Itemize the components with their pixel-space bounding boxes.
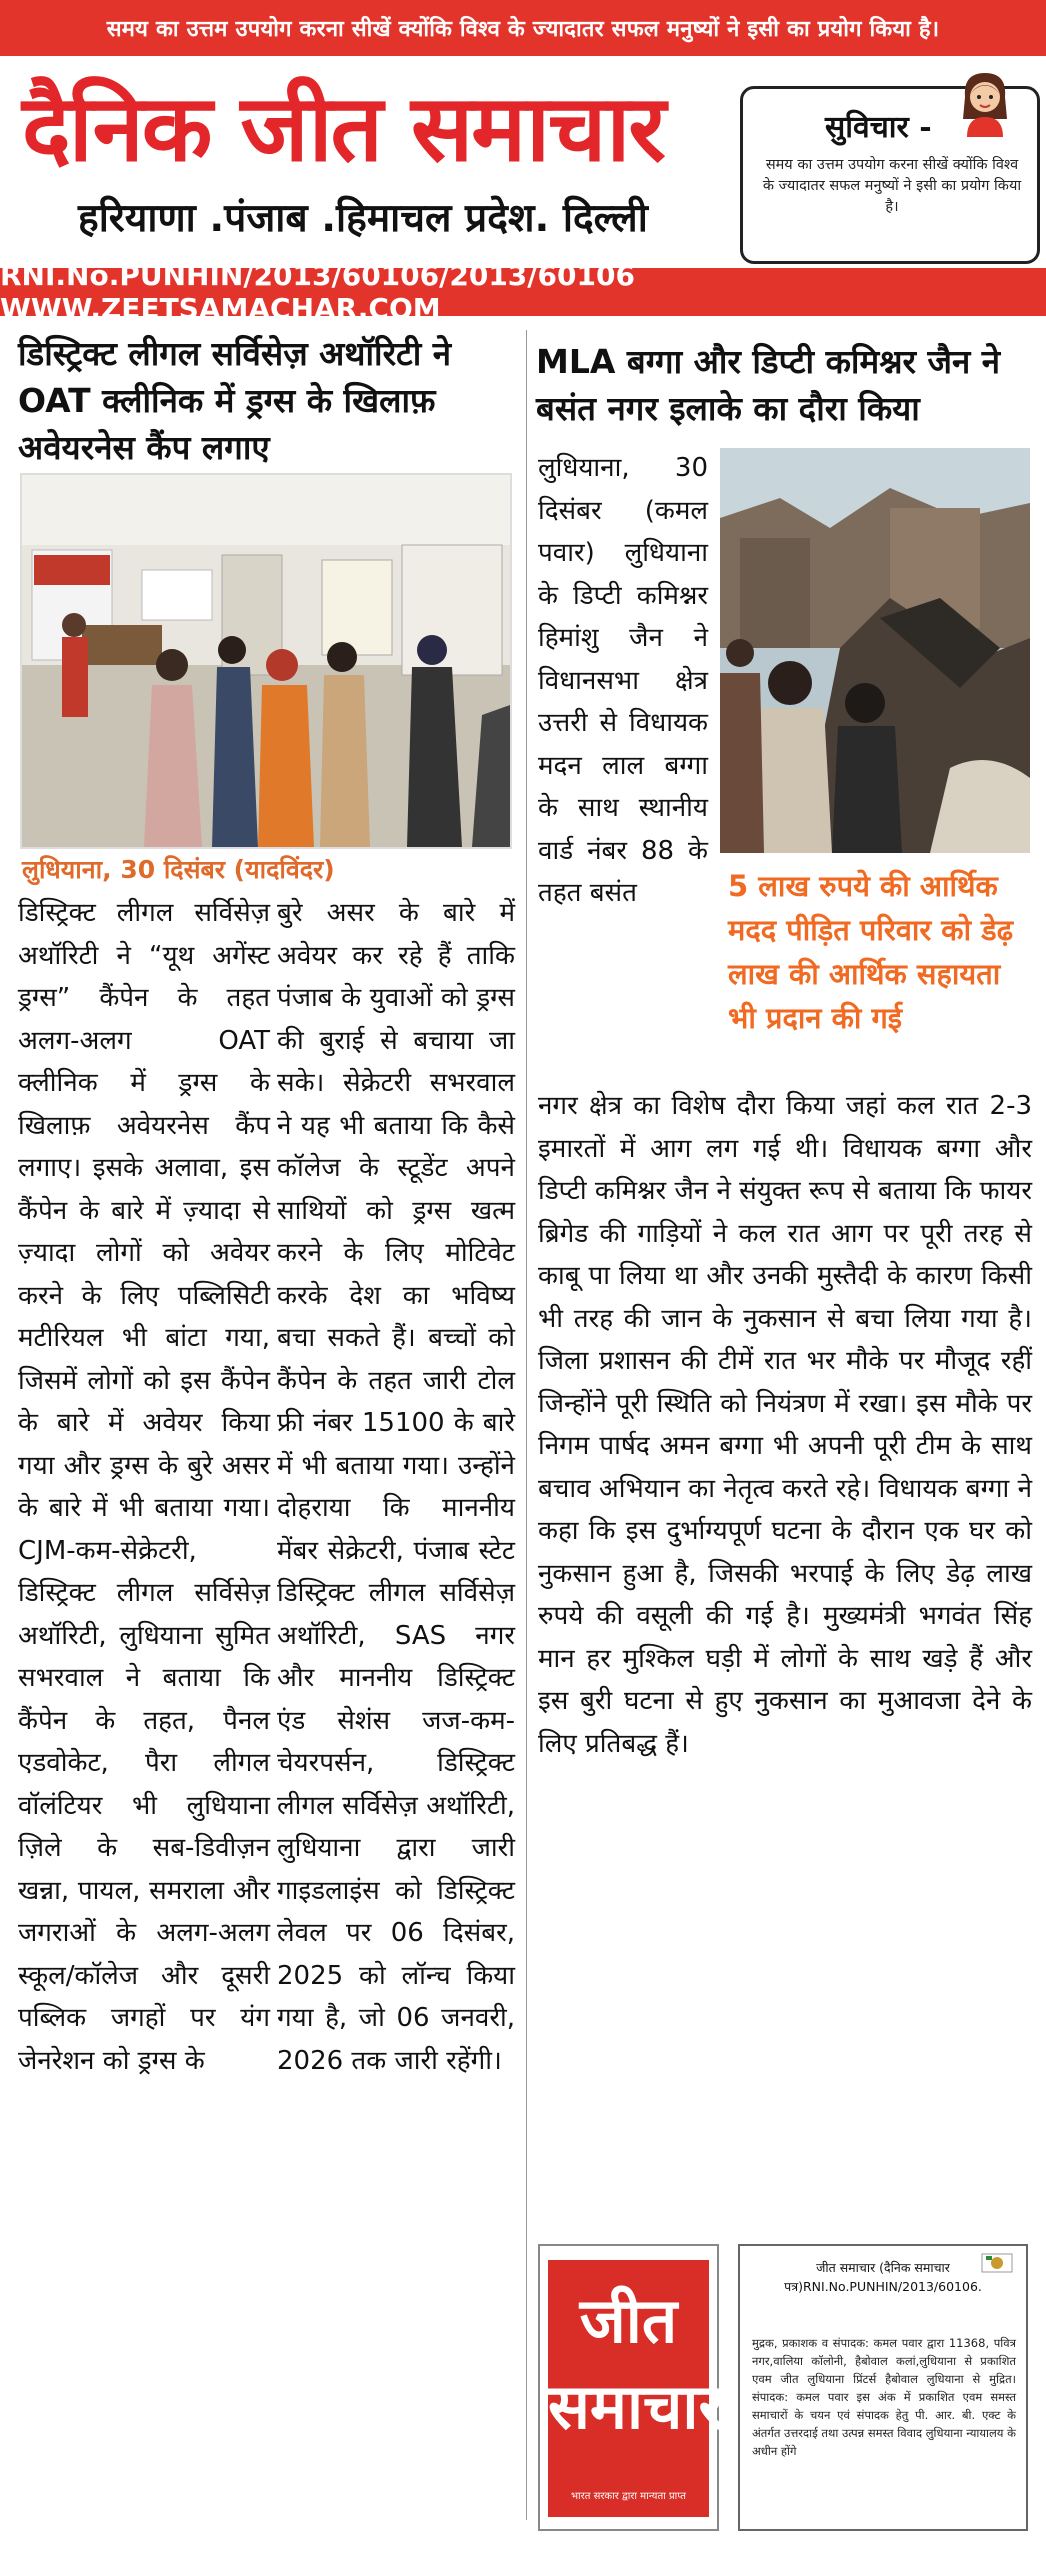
right-article-pullquote: 5 लाख रुपये की आर्थिक मदद पीड़ित परिवार को डेढ़ लाख की आर्थिक सहायता भी प्रदान की गई	[728, 869, 1014, 1035]
logo-line-2: समाचार	[548, 2370, 724, 2443]
left-article-dateline: लुधियाना, 30 दिसंबर (यादविंदर)	[22, 855, 335, 884]
right-article-side-column: लुधियाना, 30 दिसंबर (कमल पवार) लुधियाना के डिप्टी कमिश्नर हिमांशु जैन ने विधानसभा क्षेत्र उत्तरी से विधायक मदन लाल बग्गा के साथ स्थानीय वार्ड नंबर 88 के तहत बसंत	[538, 453, 708, 908]
suvichar-text: समय का उत्तम उपयोग करना सीखें क्योंकि विश्व के ज्यादातर सफल मनुष्यों ने इसी का प्रयोग किया है।	[762, 157, 1022, 215]
logo-footer-text: भारत सरकार द्वारा मान्यता प्राप्त	[570, 2491, 687, 2502]
left-article-column-1: डिस्ट्रिक्ट लीगल सर्विसेज़ अथॉरिटी ने “यूथ अगेंस्ट ड्रग्स” कैंपेन के तहत अलग-अलग OAT क्लीनिक में ड्रग्स के खिलाफ़ अवेयरनेस कैंप लगाए। इसके अलावा, इस कैंपेन के बारे में ज़्यादा से ज़्यादा लोगों को अवेयर करने के लिए पब्लिसिटी मटीरियल भी बांटा गया, जिसमें लोगों को इस कैंपेन के बारे में अवेयर किया गया और ड्रग्स के बुरे असर के बारे में भी बताया गया। CJM-कम-सेक्रेटरी, डिस्ट्रिक्ट लीगल सर्विसेज़ अथॉरिटी, लुधियाना सुमित सभरवाल ने बताया कि कैंपेन के तहत, पैनल एडवोकेट, पैरा लीगल वॉलंटियर भी लुधियाना ज़िले के सब-डिवीज़न खन्ना, पायल, समराला और जगराओं के अलग-अलग स्कूल/कॉलेज और दूसरी पब्लिक जगहों पर यंग जेनरेशन को ड्रग्स के	[18, 898, 270, 2076]
masthead-subtitle: हरियाणा .पंजाब .हिमाचल प्रदेश. दिल्ली	[78, 196, 648, 241]
logo-wordmark	[548, 2278, 724, 2450]
left-article-photo	[20, 473, 512, 849]
column-divider	[526, 330, 527, 2520]
left-article-headline: डिस्ट्रिक्ट लीगल सर्विसेज़ अथॉरिटी ने OAT क्लीनिक में ड्रग्स के खिलाफ़ अवेयरनेस कैंप लगाए	[18, 334, 452, 467]
imprint-heading: जीत समाचार (दैनिक समाचार पत्र)RNI.No.PUNHIN/2013/60106.	[784, 2260, 982, 2294]
top-quote-strip: समय का उत्तम उपयोग करना सीखें क्योंकि विश्व के ज्यादातर सफल मनुष्यों ने इसी का प्रयोग किया है।	[0, 0, 1046, 56]
right-article-main-text: नगर क्षेत्र का विशेष दौरा किया जहां कल रात 2-3 इमारतों में आग लग गई थी। विधायक बग्गा और डिप्टी कमिश्नर जैन ने संयुक्त रूप से बताया कि फायर ब्रिगेड की गाड़ियों ने कल रात आग पर पूरी तरह से काबू पा लिया था और उनकी मुस्तैदी के कारण किसी भी तरह की जान के नुकसान से बचा लिया गया है। जिला प्रशासन की टीमें रात भर मौके पर मौजूद रहीं जिन्होंने पूरी स्थिति को नियंत्रण में रखा। इस मौके पर निगम पार्षद अमन बग्गा भी अपनी पूरी टीम के साथ बचाव अभियान का नेतृत्व करते रहे। विधायक बग्गा ने कहा कि इस दुर्भाग्यपूर्ण घटना के दौरान एक घर को नुकसान हुआ है, जिसकी भरपाई के लिए डेढ़ लाख रुपये की वसूली की गई है। मुख्यमंत्री भगवंत सिंह मान हर मुश्किल घड़ी में लोगों के साथ खड़े हैं और इस बुरी घटना से हुए नुकसान का मुआवजा देने के लिए प्रतिबद्ध हैं।	[538, 1091, 1032, 1759]
imprint-body: मुद्रक, प्रकाशक व संपादक: कमल पवार द्वारा 11368, पवित्र नगर,वालिया कॉलोनी, हैबोवाल कलां,लुधियाना से प्रकाशित एवम जीत लुधियाना प्रिंटर्स हैबोवाल लुधियाना से मुद्रित। संपादक: कमल पवार इस अंक में प्रकाशित एवम समस्त समाचारों के चयन एवं संपादक हेतु पी. आर. बी. एक्ट के अंतर्गत उत्तरदाई तथा उत्पन्न समस्त विवाद लुधियाना न्यायालय के अधीन होंगे	[752, 2336, 1016, 2458]
left-article-column-2: बुरे असर के बारे में अवेयर कर रहे हैं ताकि पंजाब के युवाओं को ड्रग्स की बुराई से बचाया जा सके। सेक्रेटरी सभरवाल ने यह भी बताया कि कैसे कॉलेज के स्टूडेंट अपने साथियों को ड्रग्स खत्म करने के लिए मोटिवेट करके देश का भविष्य बचा सकते हैं। बच्चों को कैंपेन के तहत जारी टोल फ्री नंबर 15100 के बारे में भी बताया गया। उन्होंने दोहराया कि माननीय मेंबर सेक्रेटरी, पंजाब स्टेट डिस्ट्रिक्ट लीगल सर्विसेज़ अथॉरिटी, SAS नगर और माननीय डिस्ट्रिक्ट एंड सेशंस जज-कम-चेयरपर्सन, डिस्ट्रिक्ट लीगल सर्विसेज़ अथॉरिटी, लुधियाना द्वारा जारी गाइडलाइंस को डिस्ट्रिक्ट लेवल पर 06 दिसंबर, 2025 को लॉन्च किया गया है, जो 06 जनवरी, 2026 तक जारी रहेंगी।	[277, 898, 515, 2076]
suvichar-title: सुविचार -	[825, 110, 932, 145]
girl-avatar-icon	[953, 67, 1017, 137]
right-article-headline: MLA बग्गा और डिप्टी कमिश्नर जैन ने बसंत नगर इलाके का दौरा किया	[536, 342, 1001, 428]
logo-line-1: जीत	[579, 2284, 678, 2357]
masthead-title: दैनिक जीत समाचार	[22, 74, 664, 182]
logo-red-panel	[548, 2260, 724, 2517]
right-article-photo	[720, 448, 1030, 853]
imprint-box	[738, 2244, 1028, 2531]
rni-website-bar: RNI.No.PUNHIN/2013/60106/2013/60106 WWW.ZEETSAMACHAR.COM	[0, 268, 1046, 316]
jeet-samachar-logo	[538, 2244, 724, 2531]
suvichar-box	[740, 86, 1040, 264]
